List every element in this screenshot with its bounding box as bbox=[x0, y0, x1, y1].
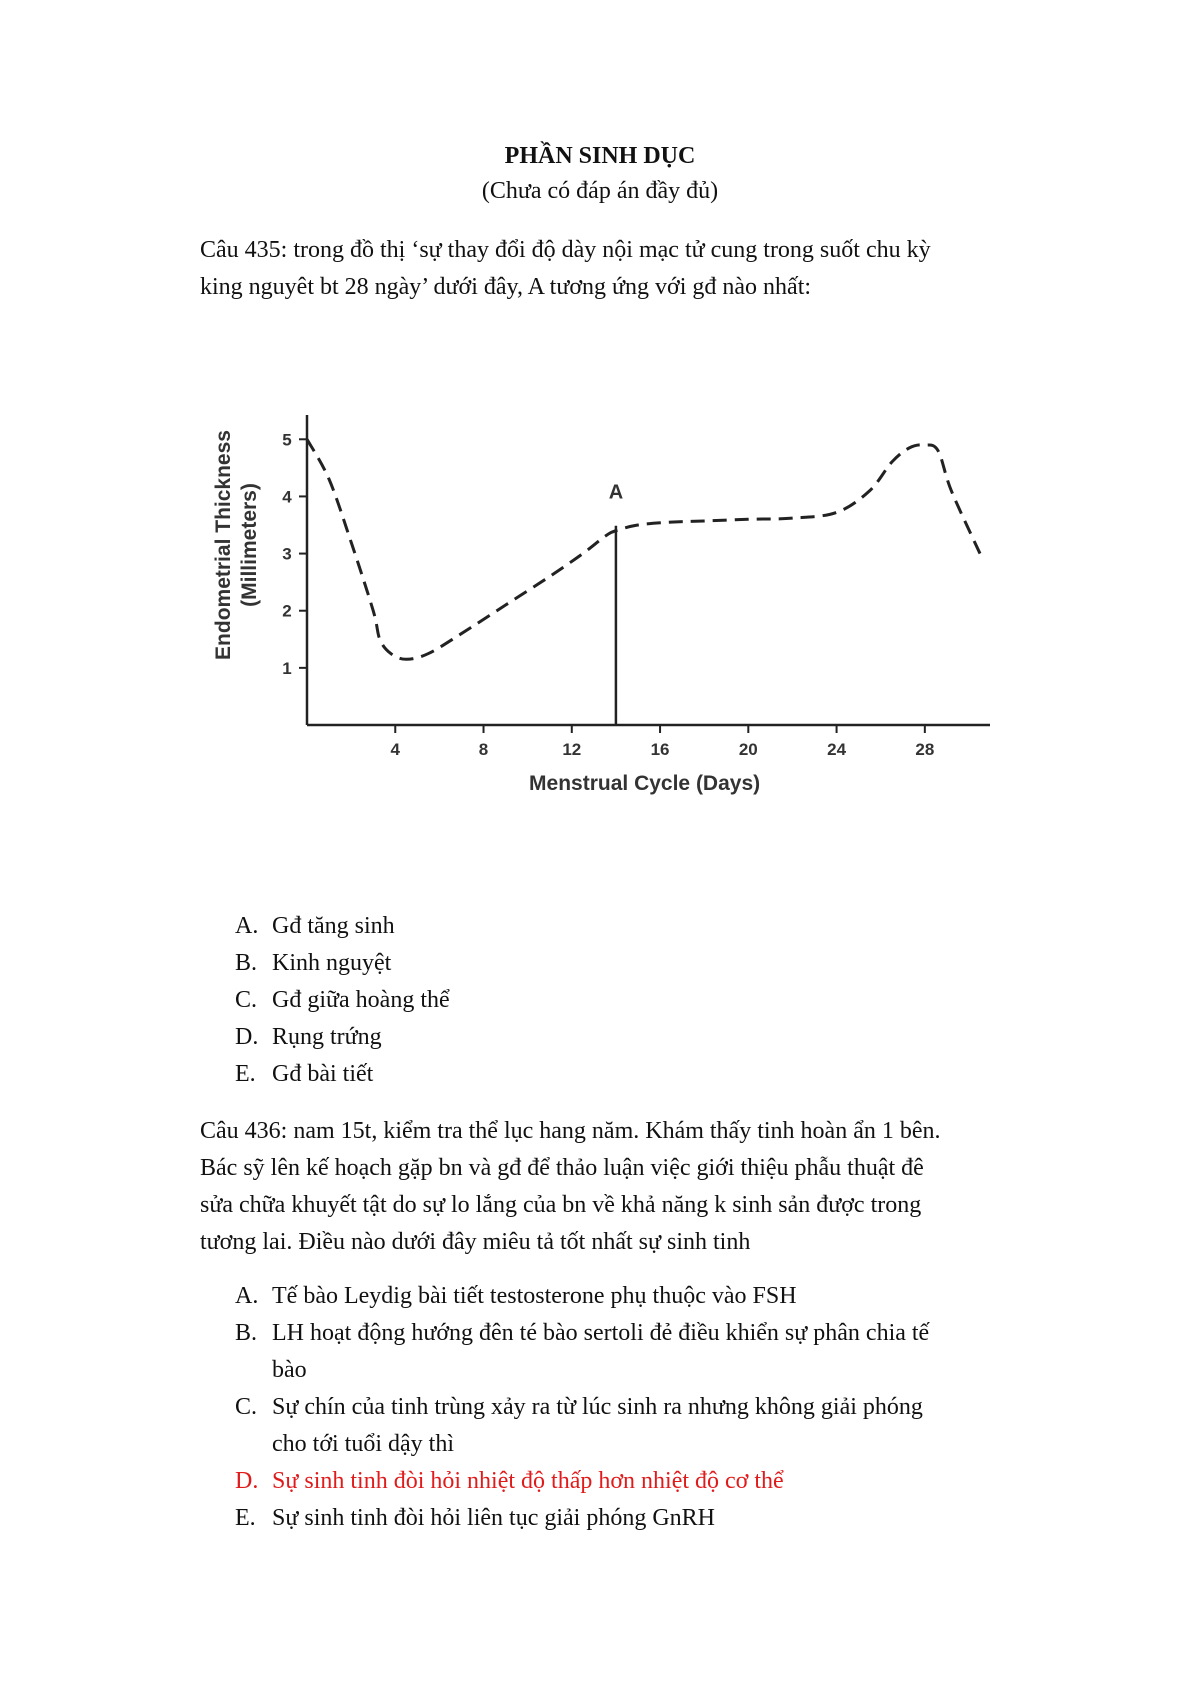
option-d[interactable] bbox=[235, 1019, 1075, 1056]
x-tick-label: 12 bbox=[562, 740, 582, 759]
question-text-line: Câu 436: nam 15t, kiểm tra thể lục hang năm. Khám thấy tinh hoàn ẩn 1 bên. bbox=[200, 1118, 941, 1144]
option-letter: E. bbox=[235, 1505, 256, 1531]
option-text: Sự sinh tinh đòi hỏi liên tục giải phóng GnRH bbox=[272, 1505, 716, 1531]
option-text-continued: bào bbox=[272, 1357, 307, 1383]
option-text: Gđ giữa hoàng thể bbox=[272, 987, 450, 1013]
y-tick-label: 5 bbox=[282, 430, 292, 450]
x-axis-title: Menstrual Cycle (Days) bbox=[529, 772, 761, 795]
x-tick-label: 16 bbox=[650, 740, 670, 759]
x-tick-label: 4 bbox=[390, 740, 400, 759]
y-tick-label: 1 bbox=[282, 658, 292, 678]
document-title: PHẦN SINH DỤC bbox=[504, 143, 696, 169]
question-436-text bbox=[200, 1113, 1080, 1261]
chart-svg bbox=[200, 405, 1040, 800]
option-text: Rụng trứng bbox=[272, 1024, 382, 1050]
option-text-block bbox=[272, 1389, 1075, 1463]
y-axis-title: Endometrial Thickness bbox=[212, 430, 235, 660]
x-tick-label: 20 bbox=[738, 740, 758, 759]
option-e[interactable] bbox=[235, 1500, 1075, 1537]
option-letter: B. bbox=[235, 950, 258, 976]
y-axis-subtitle: (Millimeters) bbox=[238, 483, 261, 607]
option-b[interactable] bbox=[235, 1315, 1075, 1389]
option-b[interactable] bbox=[235, 945, 1075, 982]
option-text: Sự sinh tinh đòi hỏi nhiệt độ thấp hơn nhiệt độ cơ thể bbox=[272, 1468, 784, 1494]
endometrial-thickness-chart bbox=[200, 405, 1040, 800]
marker-a-label: A bbox=[608, 481, 624, 504]
question-435-options bbox=[235, 908, 1075, 1093]
option-text: Sự chín của tinh trùng xảy ra từ lúc sinh ra nhưng không giải phóng bbox=[272, 1394, 923, 1420]
y-tick-label: 4 bbox=[282, 487, 292, 507]
option-text: Kinh nguyệt bbox=[272, 950, 392, 976]
x-tick-label: 28 bbox=[915, 740, 935, 759]
question-text-line: Câu 435: trong đồ thị ‘sự thay đổi độ dày nội mạc tử cung trong suốt chu kỳ bbox=[200, 237, 931, 263]
question-text-line: Bác sỹ lên kế hoạch gặp bn và gđ để thảo luận việc giới thiệu phẫu thuật đê bbox=[200, 1155, 924, 1181]
option-text: Gđ tăng sinh bbox=[272, 913, 395, 939]
option-e[interactable] bbox=[235, 1056, 1075, 1093]
option-letter: C. bbox=[235, 987, 258, 1013]
option-text-continued: cho tới tuổi dậy thì bbox=[272, 1431, 455, 1457]
option-text: Tế bào Leydig bài tiết testosterone phụ thuộc vào FSH bbox=[272, 1283, 797, 1309]
document-subtitle: (Chưa có đáp án đầy đủ) bbox=[481, 178, 719, 204]
option-a[interactable] bbox=[235, 1278, 1075, 1315]
option-letter: D. bbox=[235, 1468, 259, 1494]
option-letter: A. bbox=[235, 913, 259, 939]
x-tick-label: 24 bbox=[827, 740, 847, 759]
option-letter: A. bbox=[235, 1283, 259, 1309]
option-text-block bbox=[272, 1315, 1075, 1389]
option-text: LH hoạt động hướng đên té bào sertoli đẻ điều khiển sự phân chia tế bbox=[272, 1320, 930, 1346]
option-text: Gđ bài tiết bbox=[272, 1061, 374, 1087]
question-435-text bbox=[200, 232, 1080, 306]
question-text-line: king nguyêt bt 28 ngày’ dưới đây, A tương ứng với gđ nào nhất: bbox=[200, 274, 812, 300]
option-a[interactable] bbox=[235, 908, 1075, 945]
question-text-line: tương lai. Điều nào dưới đây miêu tả tốt nhất sự sinh tinh bbox=[200, 1229, 751, 1255]
option-letter: D. bbox=[235, 1024, 259, 1050]
option-d-highlighted[interactable] bbox=[235, 1463, 1075, 1500]
option-c[interactable] bbox=[235, 982, 1075, 1019]
option-letter: E. bbox=[235, 1061, 256, 1087]
x-tick-label: 8 bbox=[478, 740, 489, 759]
option-letter: B. bbox=[235, 1320, 258, 1346]
option-letter: C. bbox=[235, 1394, 258, 1420]
y-tick-label: 3 bbox=[282, 544, 292, 564]
thickness-curve bbox=[307, 439, 980, 659]
question-436-options bbox=[235, 1278, 1075, 1537]
option-c[interactable] bbox=[235, 1389, 1075, 1463]
y-tick-label: 2 bbox=[282, 601, 292, 621]
question-text-line: sửa chữa khuyết tật do sự lo lắng của bn về khả năng k sinh sản được trong bbox=[200, 1192, 922, 1218]
